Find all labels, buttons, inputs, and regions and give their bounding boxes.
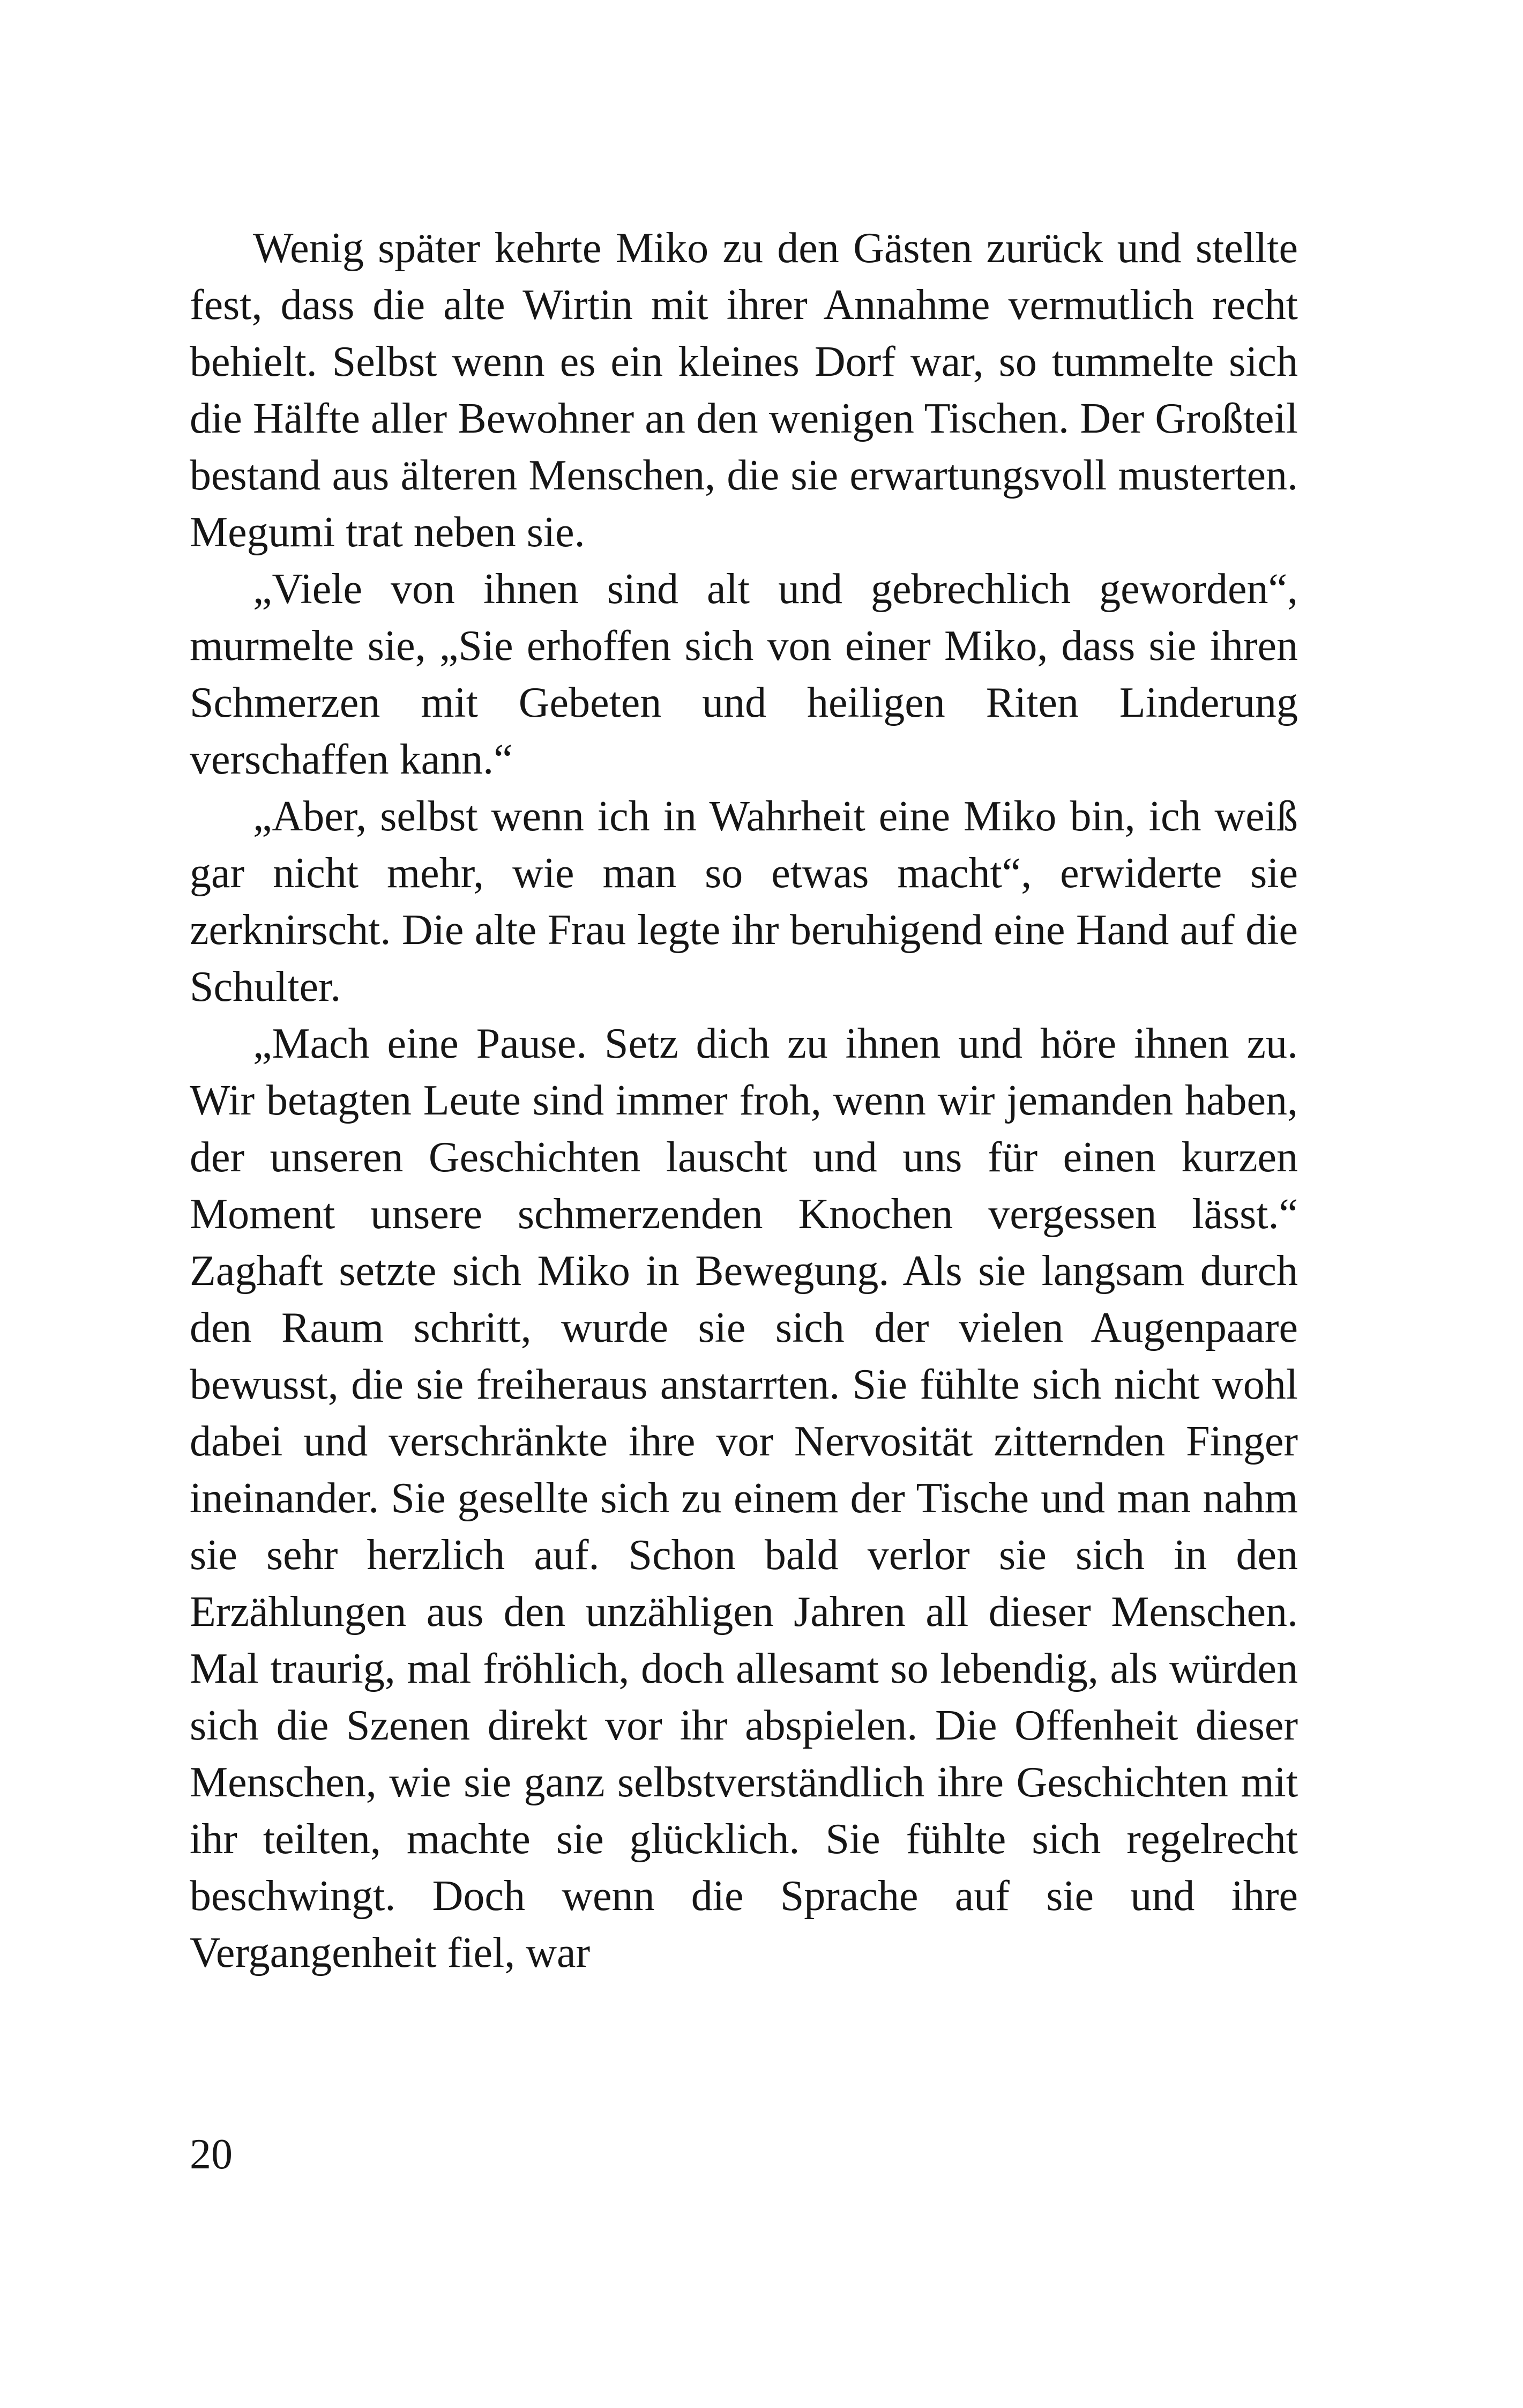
paragraph-3: „Aber, selbst wenn ich in Wahrheit eine Miko bin, ich weiß gar nicht mehr, wie man so etwas macht“, erwiderte sie zerknirscht. Die alte Frau legte ihr beruhigend eine Hand auf die Schulter. — [190, 793, 1298, 1010]
body-text — [190, 220, 1298, 1981]
paragraph-2: „Viele von ihnen sind alt und gebrechlich geworden“, murmelte sie, „Sie erhoffen sich von einer Miko, dass sie ihren Schmerzen mit Gebeten und heiligen Riten Linderung verschaffen kann.“ — [190, 566, 1298, 783]
paragraph-4: „Mach eine Pause. Setz dich zu ihnen und höre ihnen zu. Wir betagten Leute sind immer froh, wenn wir jemanden haben, der unseren Geschichten lauscht und uns für einen kurzen Moment unsere schmerzenden Knochen vergessen lässt.“ Zaghaft setzte sich Miko in Bewegung. Als sie langsam durch den Raum schritt, wurde sie sich der vielen Augenpaare bewusst, die sie freiheraus anstarrten. Sie fühlte sich nicht wohl dabei und verschränkte ihre vor Nervosität zitternden Finger ineinander. Sie gesellte sich zu einem der Tische und man nahm sie sehr herzlich auf. Schon bald verlor sie sich in den Erzählungen aus den unzähligen Jahren all dieser Menschen. Mal traurig, mal fröhlich, doch allesamt so lebendig, als würden sich die Szenen direkt vor ihr abspielen. Die Offenheit dieser Menschen, wie sie ganz selbstverständlich ihre Geschichten mit ihr teilten, machte sie glücklich. Sie fühlte sich regelrecht beschwingt. Doch wenn die Sprache auf sie und ihre Vergangenheit fiel, war — [190, 1020, 1298, 1976]
page-number: 20 — [190, 2131, 233, 2178]
paragraph-1: Wenig später kehrte Miko zu den Gästen zurück und stellte fest, dass die alte Wirtin mit ihrer Annahme vermutlich recht behielt. Selbst wenn es ein kleines Dorf war, so tummelte sich die Hälfte aller Bewohner an den wenigen Tischen. Der Großteil bestand aus älteren Menschen, die sie erwartungsvoll musterten. Megumi trat neben sie. — [190, 225, 1298, 556]
